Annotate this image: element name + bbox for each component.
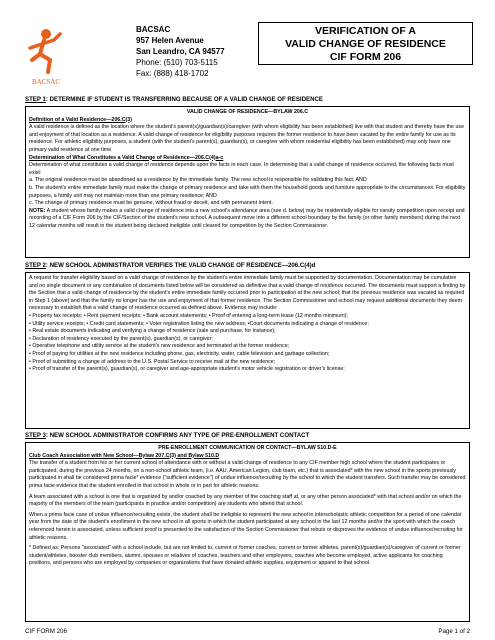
evidence-7: • Proof of submitting a change of address to the U.S. Postal Service to receive mail at the new residence; — [29, 358, 276, 365]
box-pre-enrollment — [25, 442, 470, 622]
evidence-1: • Property tax receipts; • Rent payment receipts; • Bank account statements; • Proof of entering a long-term lease (12 months minimum); — [29, 312, 348, 319]
para-4: * Defined as: Persons "associated" with a school include, but are not limited to, current or former coaches, current or former athletes, parent(s)/guardian(s)/caregiver of current or former student/athletes, booster club members, alumni, spouses or relatives of coaches, teachers and other employees, coaches who become employed, active applicants for coaching positions, and persons who are employed by companies or organizations that have donated athletic supplies, equipment or apparel to that school. — [29, 545, 461, 567]
footer — [25, 628, 470, 635]
note-label: NOTE: — [29, 207, 46, 214]
step-1-label: STEP 1 — [25, 96, 46, 103]
phone: Phone: (510) 703-5115 — [136, 58, 218, 67]
note — [29, 208, 466, 231]
para-1: The transfer of a student from his or her current school of attendance with or without a valid change of residence to any CIF member high school where the student participates or participated, during the previous 24 months, on a non-school athletic team, (i.e. AAU, American Legion, club team, etc.) that is associated* with the new school in the sports previously participated in shall be considered prima facie* evidence ("sufficient evidence") of undue influence/recruiting by the school to which the student transfers. Such transfer may be considered prima facie evidence that the student enrolled in that school in whole or in part for athletic reasons. — [29, 460, 466, 489]
step-2-label: STEP 2 — [25, 262, 46, 269]
det-text: Determination of what constitutes a valid change of residence depends upon the facts in each case. In determining that a valid change of residence occurred, the following facts must exist: — [29, 162, 454, 176]
evidence-8: • Proof of transfer of the parent(s), guardian(s), or caregiver and age-appropriate student's motor vehicle registration or driver's license; — [29, 366, 345, 373]
def-heading: Definition of a Valid Residence—206.C(3) — [29, 116, 133, 123]
box2-intro: A request for transfer eligibility based on a valid change of residence by the student's entire immediate family must be supported by documentation. Documentation may be cumulative and no single document or any combination of documents listed below will be considered as definitive that a valid change of residence occurred. The documents must support a finding by the Section that a valid change of residence by the student's entire immediate family occurred prior to participation at the new school; that the previous residence was vacated as required in Step 1 (above) and that the family no longer has the use and enjoyment of that former residence. The Section Commissioner and school may request additional documents they deem necessary to establish that a valid change of residence occurred as defined above. Evidence may include: — [29, 275, 466, 312]
fax: Fax: (888) 418-1702 — [136, 69, 209, 78]
title-line-3: CIF FORM 206 — [329, 51, 402, 63]
step-3-text: : NEW SCHOOL ADMINISTRATOR CONFIRMS ANY TYPE OF PRE-ENROLLMENT CONTACT — [45, 432, 310, 439]
step-2-heading — [25, 262, 315, 269]
step-3-label: STEP 3 — [25, 432, 46, 439]
def-text: A valid residence is defined as the location where the student's parent(s)/guardian(s)/caregiver (with whom eligibility has been established) live with that student and thereby have the use and enjoyment of that location as a residence. A valid change of residence for eligibility purposes requires the former residence to have been vacated by the entire family for use as its residence. For athletic eligibility purposes, a student (with the student's parent(s), guardian(s), or caregiver with whom residential eligibility has been established) may only have one primary valid residence at one time. — [29, 124, 465, 153]
title-line-1: VERIFICATION OF A — [315, 25, 416, 37]
logo-text: BACSAC — [31, 78, 61, 86]
det-heading: Determination of What Constitutes a Valid Change of Residence—206.C(4)a-c — [29, 154, 224, 161]
box3-heading: PRE-ENROLLMENT COMMUNICATION OR CONTACT—BYLAW 510.D-E — [158, 445, 337, 451]
box1-heading: VALID CHANGE OF RESIDENCE—BYLAW 206.C — [186, 109, 309, 115]
note-text: A student whose family makes a valid change of residence into a new school's attendance area (see d. below) may be residentially eligible for varsity competition upon receipt and recording of a CIF Form 206 by the CIF/Section of the student's new school. A subsequent move into a different school boundary by the family (or other family members) during the next 12 calendar months will result in the student being declared ineligible until cleared for competition by the Section Commissioner. — [29, 207, 465, 229]
title-line-2: VALID CHANGE OF RESIDENCE — [285, 38, 446, 50]
para-2: A team associated with a school is one that is organized by and/or coached by any member of the coaching staff at, or any other person associated* with that school and/or on which the majority of the members of the team (participants in practice and/or competition) are students who attend that school. — [29, 493, 462, 508]
org-name: BACSAC — [136, 25, 171, 34]
city: San Leandro, CA 94577 — [136, 47, 225, 56]
club-coach-heading: Club Coach Association with New School—Bylaw 207.C(3) and Bylaw 510.D — [29, 452, 220, 459]
bacsac-logo — [24, 26, 72, 86]
evidence-5: • Operative telephone and utility service at the student's new residence and terminated at the former residence; — [29, 343, 290, 350]
address-block — [136, 24, 225, 79]
evidence-4: • Declaration of residency executed by the parent(s), guardian(s), or caregiver; — [29, 335, 213, 342]
item-b: b. The student's entire immediate family must make the change of primary residence and take with them the household goods and furniture appropriate to the circumstances. For eligibility purposes, a family unit may not maintain more than one primary residence; AND — [29, 184, 466, 199]
item-a: a. The original residence must be abandoned as a residence by the immediate family. The new school is responsible for validating this fact; AND — [29, 177, 367, 184]
form-title — [258, 22, 473, 65]
evidence-6: • Proof of paying for utilities at the new residence including phone, gas, electricity, water, cable television and garbage collection; — [29, 350, 330, 357]
street: 957 Helen Avenue — [136, 36, 204, 45]
evidence-3: • Real estate documents indicating and verifying a change of residence (sale and purchase, for instance); — [29, 328, 276, 335]
page-number: Page 1 of 2 — [438, 628, 470, 635]
step-1-heading — [25, 96, 323, 103]
footer-form: CIF FORM 206 — [25, 628, 67, 635]
step-1-text: : DETERMINE IF STUDENT IS TRANSFERRING BECAUSE OF A VALID CHANGE OF RESIDENCE — [45, 96, 323, 103]
box-valid-change — [25, 106, 470, 258]
item-c: c. The change of primary residence must be genuine, without fraud or deceit, and with permanent intent. — [29, 200, 273, 207]
para-3: When a prima facie case of undue influence/recruiting exists, the student shall be ineligible to represent the new school in interscholastic athletic competition for a period of one calendar year from the date of the student's enrollment in the new school in all sports in which the student participated at any school in the last 12 months and/or the sport with which the coach referenced herein is associated, unless sufficient proof is presented to the satisfaction of the Section Commissioner that rebuts or disproves the evidence of undue influence/recruiting for athletic reasons. — [29, 511, 463, 541]
evidence-2: • Utility service receipts; • Credit card statements; • Voter registration listing the new address; •Court documents indicating a change of residence; — [29, 320, 369, 327]
step-2-text: : NEW SCHOOL ADMINISTRATOR VERIFIES THE VALID CHANGE OF RESIDENCE—206.C(4)d — [45, 262, 316, 269]
step-3-heading — [25, 432, 309, 439]
box-verification — [25, 272, 470, 429]
